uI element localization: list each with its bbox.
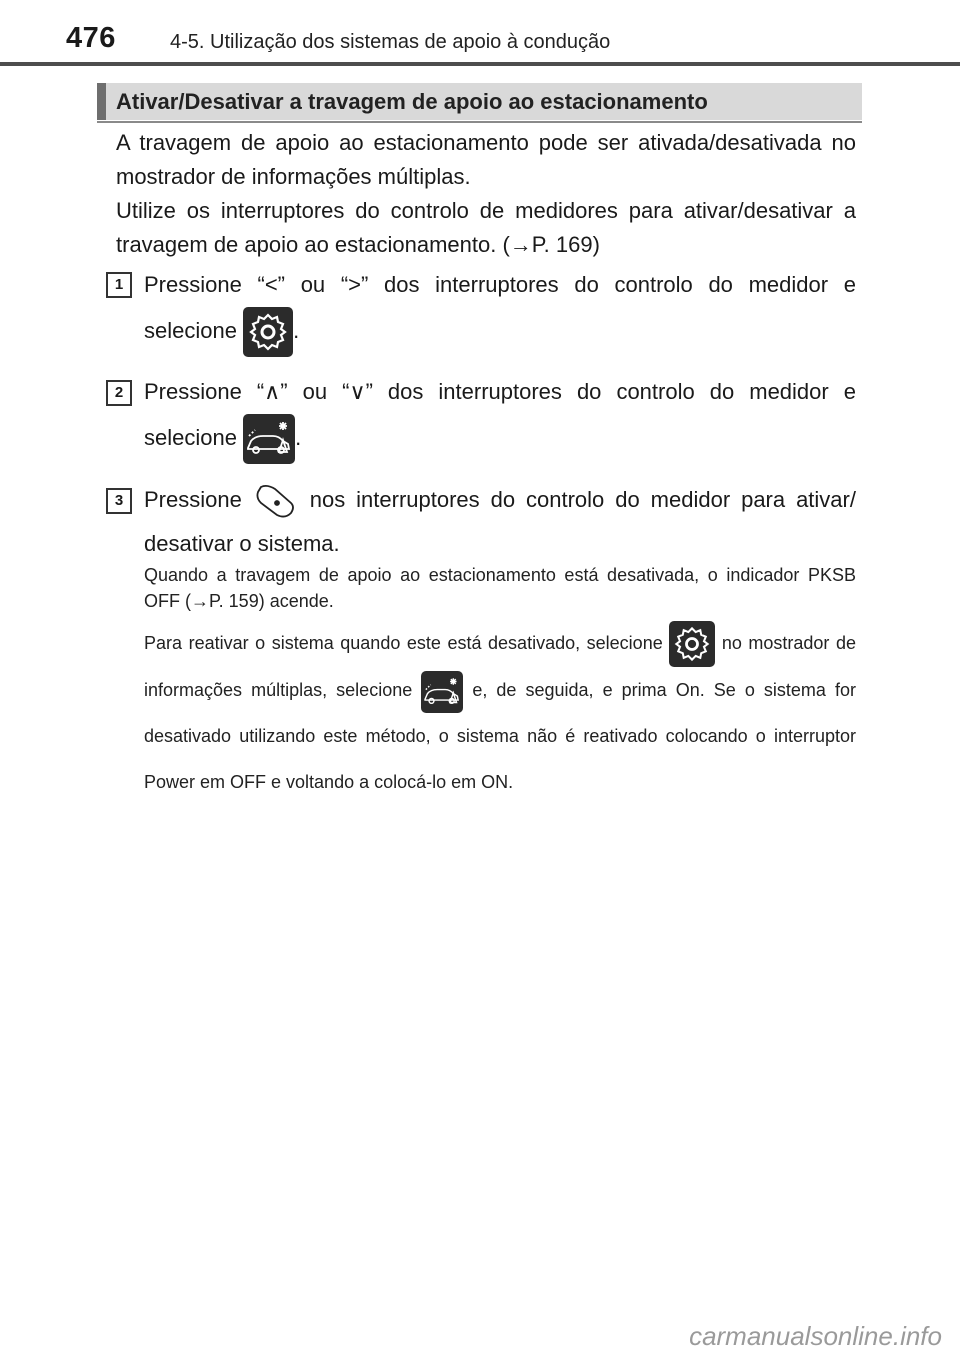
intro-paragraph: A travagem de apoio ao estacionamento pode ser ativada/desativada no mostrador de informações múltiplas. [116,130,856,189]
step-1 [144,263,856,357]
step-number-1: 1 [106,272,132,298]
section-heading-underline [97,121,862,123]
header-divider [0,62,960,66]
step-text-end: . [295,424,302,450]
step-number-2: 2 [106,380,132,406]
note-reactivate [144,620,856,805]
section-heading-accent [97,83,106,120]
note-indicator [144,562,856,614]
gear-settings-icon [669,621,715,667]
intro-text [116,126,856,262]
note-text: Para reativar o sistema quando este está desativado, selecione [144,633,670,653]
note-text: e, de seguida, e prima On. Se o sistema for desativado utilizando este método, o sistema não é reativado colocando o interruptor Power em OFF e voltando a colocá-lo em ON. [144,680,856,793]
note-text: Quando a travagem de apoio ao estacionamento está desativada, o indicador PKSB OFF (→P. 159) acende. [144,565,856,611]
step-number-3: 3 [106,488,132,514]
step-text-end: . [293,317,300,343]
step-text: Pressione [144,487,253,512]
watermark: carmanualsonline.info [689,1321,942,1351]
section-heading [97,83,862,120]
enter-key-icon [253,481,299,521]
intro-paragraph: Utilize os interruptores do controlo de medidores para ativar/desativar a travagem de apoio ao estacionamento. (→P. 169) [116,198,856,257]
page-number: 476 [66,22,116,54]
step-text: nos interruptores do controlo do medidor para ativar/ desativar o sistema. [144,487,856,556]
note-text: no mostrador de informações múltiplas, selecione [144,633,856,701]
gear-settings-icon [243,307,293,357]
step-3 [144,478,856,566]
car-sensor-icon [243,414,295,464]
step-2 [144,370,856,464]
step-text: Pressione “<” ou “>” dos interruptores do controlo do medidor e selecione [144,272,856,343]
step-text: Pressione “∧” ou “∨” dos interruptores do controlo do medidor e selecione [144,379,856,450]
chapter-title: 4-5. Utilização dos sistemas de apoio à condução [170,31,611,53]
car-sensor-icon [421,671,463,713]
section-title: Ativar/Desativar a travagem de apoio ao estacionamento [116,89,708,114]
